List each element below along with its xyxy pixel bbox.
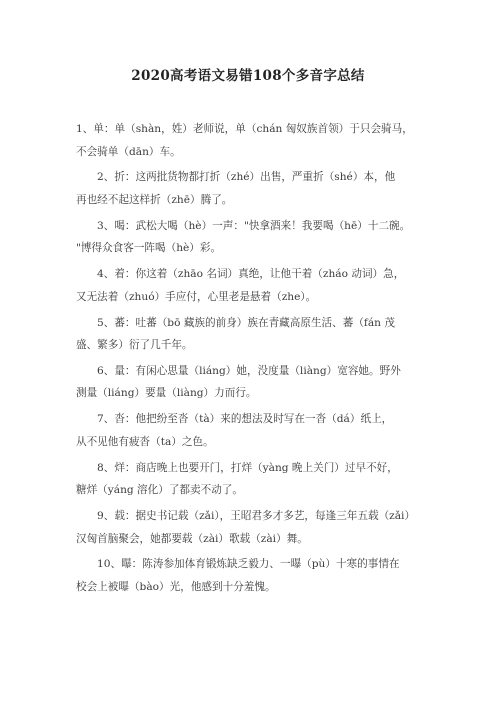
paragraph-line: 5、蕃：吐蕃（bō 藏族的前身）族在青藏高原生活、蕃（fán 茂 [97, 316, 395, 329]
paragraph-line: 10、曝：陈涛参加体育锻炼缺乏毅力、一曝（pù）十寒的事情在 [97, 558, 400, 571]
paragraph-line: 再也经不起这样折（zhē）腾了。 [76, 193, 233, 206]
paragraph-line: 8、烊：商店晚上也要开门，打烊（yàng 晚上关门）过早不好， [97, 461, 398, 474]
paragraph-6 [76, 360, 428, 405]
paragraph-line: 从不见他有疲沓（ta）之色。 [76, 435, 214, 448]
paragraph-line: 又无法着（zhuó）手应付，心里老是悬着（zhe）。 [76, 290, 317, 303]
paragraph-line: 不会骑单（dān）车。 [76, 145, 181, 158]
paragraph-line: 1、单：单（shàn，姓）老师说，单（chán 匈奴族首领）于只会骑马， [76, 123, 413, 135]
paragraph-line: 盛、繁多）衍了几千年。 [76, 339, 193, 352]
paragraph-line: 汉匈首脑聚会，她都要载（zài）歌载（zài）舞。 [76, 532, 308, 545]
paragraph-2 [76, 166, 428, 211]
paragraph-3 [76, 215, 428, 260]
paragraph-1 [76, 118, 428, 163]
paragraph-line: 7、沓：他把纷至沓（tà）来的想法及时写在一沓（dá）纸上， [97, 413, 393, 426]
paragraph-line: 糖烊（yáng 溶化）了都卖不动了。 [76, 484, 243, 497]
paragraph-line: 2、折：这两批货物都打折（zhé）出售，严重折（shé）本，他 [97, 171, 396, 184]
paragraph-line: 校会上被曝（bào）光，他感到十分羞愧。 [76, 580, 276, 593]
paragraph-4 [76, 263, 428, 308]
document-title: 2020高考语文易错108个多音字总结 [131, 68, 365, 84]
paragraph-line: "博得众食客一阵喝（hè）彩。 [76, 242, 222, 255]
paragraph-9 [76, 505, 428, 550]
paragraph-line: 4、着：你这着（zhāo 名词）真绝，让他干着（zháo 动词）急， [97, 268, 405, 281]
paragraph-10 [76, 553, 428, 598]
paragraph-line: 9、载：据史书记载（zǎi），王昭君多才多艺，每逢三年五载（zǎi） [97, 510, 416, 522]
paragraph-5 [76, 312, 428, 357]
paragraph-7 [76, 408, 428, 453]
paragraph-8 [76, 457, 428, 502]
paragraph-line: 3、喝：武松大喝（hè）一声："快拿酒来！我要喝（hē）十二碗。 [97, 219, 411, 232]
document-body [76, 118, 428, 602]
paragraph-line: 测量（liáng）要量（liàng）力而行。 [76, 387, 257, 400]
paragraph-line: 6、量：有闲心思量（liáng）她，没度量（liàng）宽容她。野外 [97, 364, 401, 377]
